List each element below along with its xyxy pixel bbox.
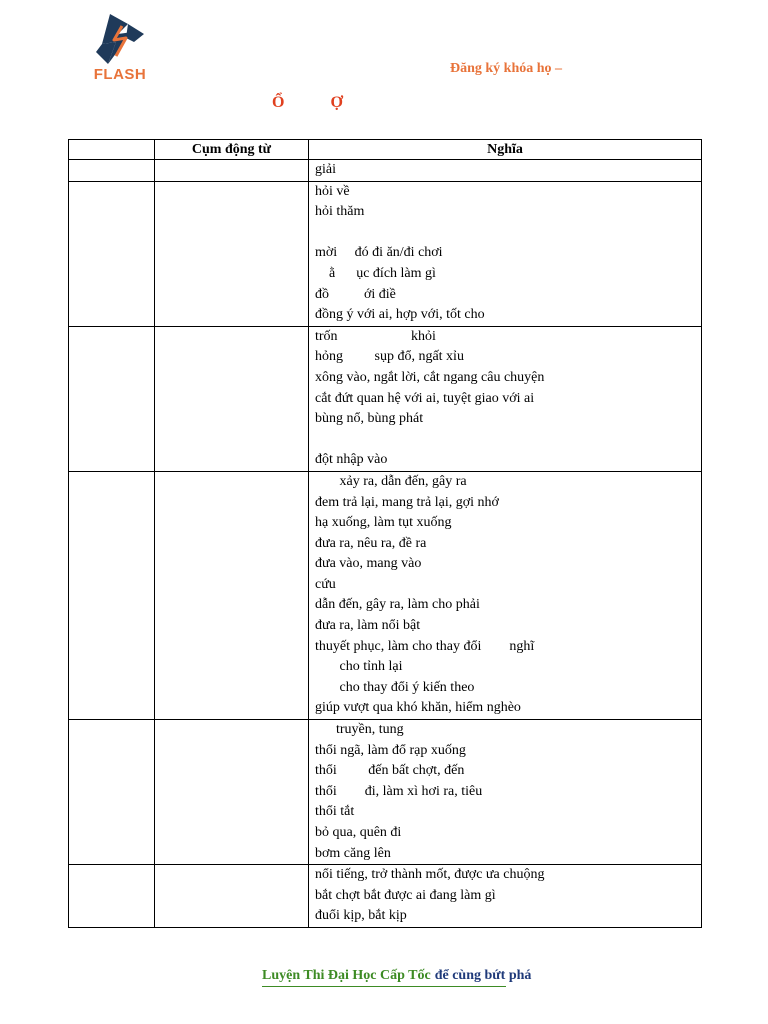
meaning-line: đồ ới điề [315,286,396,302]
meaning-line: đột nhập vào [315,452,388,468]
meaning-line: bùng nổ, bùng phát [315,411,424,427]
phrasal-verb-cell [155,720,309,865]
flash-logo [88,12,152,88]
meaning-line: trốn khỏi [315,328,436,344]
meaning-line: bơm căng lên [315,845,391,861]
column-header-meaning: Nghĩa [309,140,702,160]
meaning-line: cho tỉnh lại [315,659,403,675]
meaning-line: thổi tắt [315,804,355,820]
meaning-line: đưa ra, nêu ra, đề ra [315,535,427,551]
meaning-line: bắt chợt bắt được ai đang làm gì [315,887,496,903]
table-row [69,326,702,471]
meaning-line [315,223,701,244]
meaning-line: giúp vượt qua khó khăn, hiểm nghèo [315,700,521,716]
meaning-line: cứu [315,576,336,592]
meaning-line: cho thay đổi ý kiến theo [315,679,475,695]
table-row [69,865,702,928]
meaning-cell [309,160,702,182]
empty-cell [69,865,155,928]
empty-cell [69,181,155,326]
meaning-line: đuổi kịp, bắt kịp [315,908,407,924]
meaning-line: hỏng sụp đổ, ngất xỉu [315,349,464,365]
meaning-line: đưa vào, mang vào [315,556,422,572]
meaning-line: ằ ục đích làm gì [315,265,436,281]
meaning-line: mời đó đi ăn/đi chơi [315,245,443,261]
phrasal-verb-cell [155,326,309,471]
phrasal-verb-cell [155,181,309,326]
empty-cell [69,720,155,865]
lightning-bolt-icon [88,12,152,68]
meaning-cell [309,326,702,471]
meaning-line: thuyết phục, làm cho thay đổi nghĩ [315,638,535,654]
empty-cell [69,471,155,719]
meaning-line: thổi đến bất chợt, đến [315,763,465,779]
meaning-line: hỏi thăm [315,204,365,220]
footer-highlight: Luyện Thi Đại Học Cấp Tốc [262,968,431,983]
meaning-line: hỏi về [315,183,350,199]
phrasal-verb-cell [155,865,309,928]
column-header-phrasal-verb: Cụm động từ [155,140,309,160]
empty-cell [69,326,155,471]
meaning-line: nổi tiếng, trở thành mốt, được ưa chuộng [315,867,545,883]
meaning-line: xảy ra, dẫn đến, gây ra [315,473,467,489]
phrasal-verb-cell [155,471,309,719]
meaning-cell [309,720,702,865]
footer-underline [262,986,506,987]
meaning-line: bỏ qua, quên đi [315,825,402,840]
meaning-cell [309,865,702,928]
table-row [69,471,702,719]
phrasal-verb-table [68,139,702,928]
meaning-line: thổi đi, làm xì hơi ra, tiêu [315,783,483,799]
meaning-line: đồng ý với ai, hợp với, tốt cho [315,307,485,323]
table-header-row [69,140,702,160]
meaning-cell [309,181,702,326]
meaning-line: đưa ra, làm nổi bật [315,618,421,634]
meaning-line: thổi ngã, làm đổ rạp xuống [315,742,466,758]
column-header-empty [69,140,155,160]
meaning-line: giải [315,162,336,177]
meaning-line: xông vào, ngắt lời, cắt ngang câu chuyện [315,369,545,385]
meaning-line: cắt đứt quan hệ với ai, tuyệt giao với ai [315,390,535,406]
table-row [69,160,702,182]
empty-cell [69,160,155,182]
meaning-line: truyền, tung [315,722,404,738]
logo-text: FLASH [93,66,147,83]
meaning-line [315,430,701,451]
table-row [69,181,702,326]
register-text: Đăng ký khóa họ – [450,61,563,76]
page-subtitle [272,94,343,112]
subtitle-part-2: Ợ [330,94,343,111]
phrasal-verb-cell [155,160,309,182]
subtitle-part-1: Ổ [272,94,285,111]
meaning-line: hạ xuống, làm tụt xuống [315,515,452,531]
meaning-line: dẫn đến, gây ra, làm cho phải [315,597,480,613]
table-row [69,720,702,865]
footer-slogan [262,968,531,984]
meaning-line: đem trả lại, mang trả lại, gợi nhớ [315,494,499,510]
footer-rest: để cùng bứt phá [434,968,532,983]
meaning-cell [309,471,702,719]
